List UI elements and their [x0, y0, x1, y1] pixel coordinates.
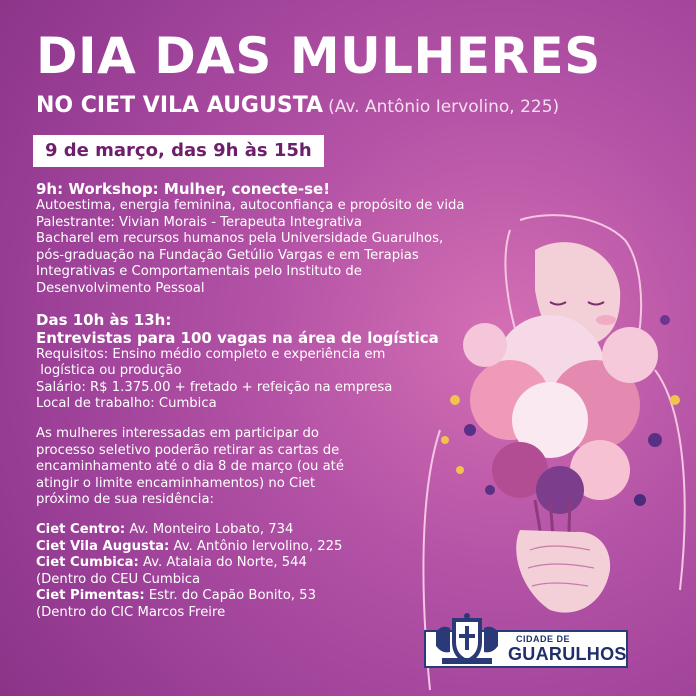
- info-line: próximo de sua residência:: [36, 492, 214, 508]
- interviews-heading: Entrevistas para 100 vagas na área de logística: [36, 328, 439, 347]
- venue-address: (Av. Antônio Iervolino, 225): [328, 97, 560, 117]
- workshop-line: pós-graduação na Fundação Getúlio Vargas e em Terapias: [36, 247, 419, 263]
- coat-of-arms-icon: [432, 612, 502, 668]
- venue-name: NO CIET VILA AUGUSTA: [36, 93, 324, 118]
- workshop-line: Integrativas e Comportamentais pelo Instituto de: [36, 264, 362, 280]
- interviews-line: logística ou produção: [36, 363, 182, 379]
- logo-line1: CIDADE DE: [516, 634, 571, 644]
- workshop-line: Palestrante: Vivian Morais - Terapeuta Integrativa: [36, 214, 363, 230]
- logo-city-name: GUARULHOS: [508, 644, 627, 664]
- location-name: Ciet Vila Augusta:: [36, 538, 170, 554]
- location-address: Estr. do Capão Bonito, 53: [144, 588, 316, 604]
- workshop-heading: 9h: Workshop: Mulher, conecte-se!: [36, 180, 331, 198]
- interviews-line: Local de trabalho: Cumbica: [36, 396, 217, 412]
- location-note: (Dentro do CEU Cumbica: [36, 571, 201, 587]
- info-line: atingir o limite encaminhamentos) no Ciet: [36, 475, 316, 491]
- interviews-time: Das 10h às 13h:: [36, 310, 172, 329]
- location-address: Av. Antônio Iervolino, 225: [169, 538, 343, 554]
- info-line: As mulheres interessadas em participar do: [36, 425, 319, 441]
- workshop-line: Bacharel em recursos humanos pela Universidade Guarulhos,: [36, 231, 444, 247]
- location-note: (Dentro do CIC Marcos Freire: [36, 604, 226, 620]
- guarulhos-logo: [424, 612, 628, 668]
- date-badge: 9 de março, das 9h às 15h: [33, 135, 324, 167]
- location-name: Ciet Pimentas:: [36, 588, 145, 604]
- workshop-line: Autoestima, energia feminina, autoconfiança e propósito de vida: [36, 198, 465, 213]
- location-address: Av. Atalaia do Norte, 544: [138, 555, 307, 571]
- venue-line: [36, 92, 559, 121]
- location-name: Ciet Centro:: [36, 521, 126, 537]
- workshop-line: Desenvolvimento Pessoal: [36, 280, 205, 296]
- interviews-line: Salário: R$ 1.375.00 + fretado + refeição na empresa: [36, 379, 393, 395]
- page-title: DIA DAS MULHERES: [36, 27, 601, 85]
- info-line: encaminhamento até o dia 8 de março (ou até: [36, 459, 344, 475]
- location-address: Av. Monteiro Lobato, 734: [125, 521, 294, 537]
- info-line: processo seletivo poderão retirar as cartas de: [36, 442, 340, 458]
- interviews-line: Requisitos: Ensino médio completo e experiência em: [36, 346, 386, 362]
- location-name: Ciet Cumbica:: [36, 555, 139, 571]
